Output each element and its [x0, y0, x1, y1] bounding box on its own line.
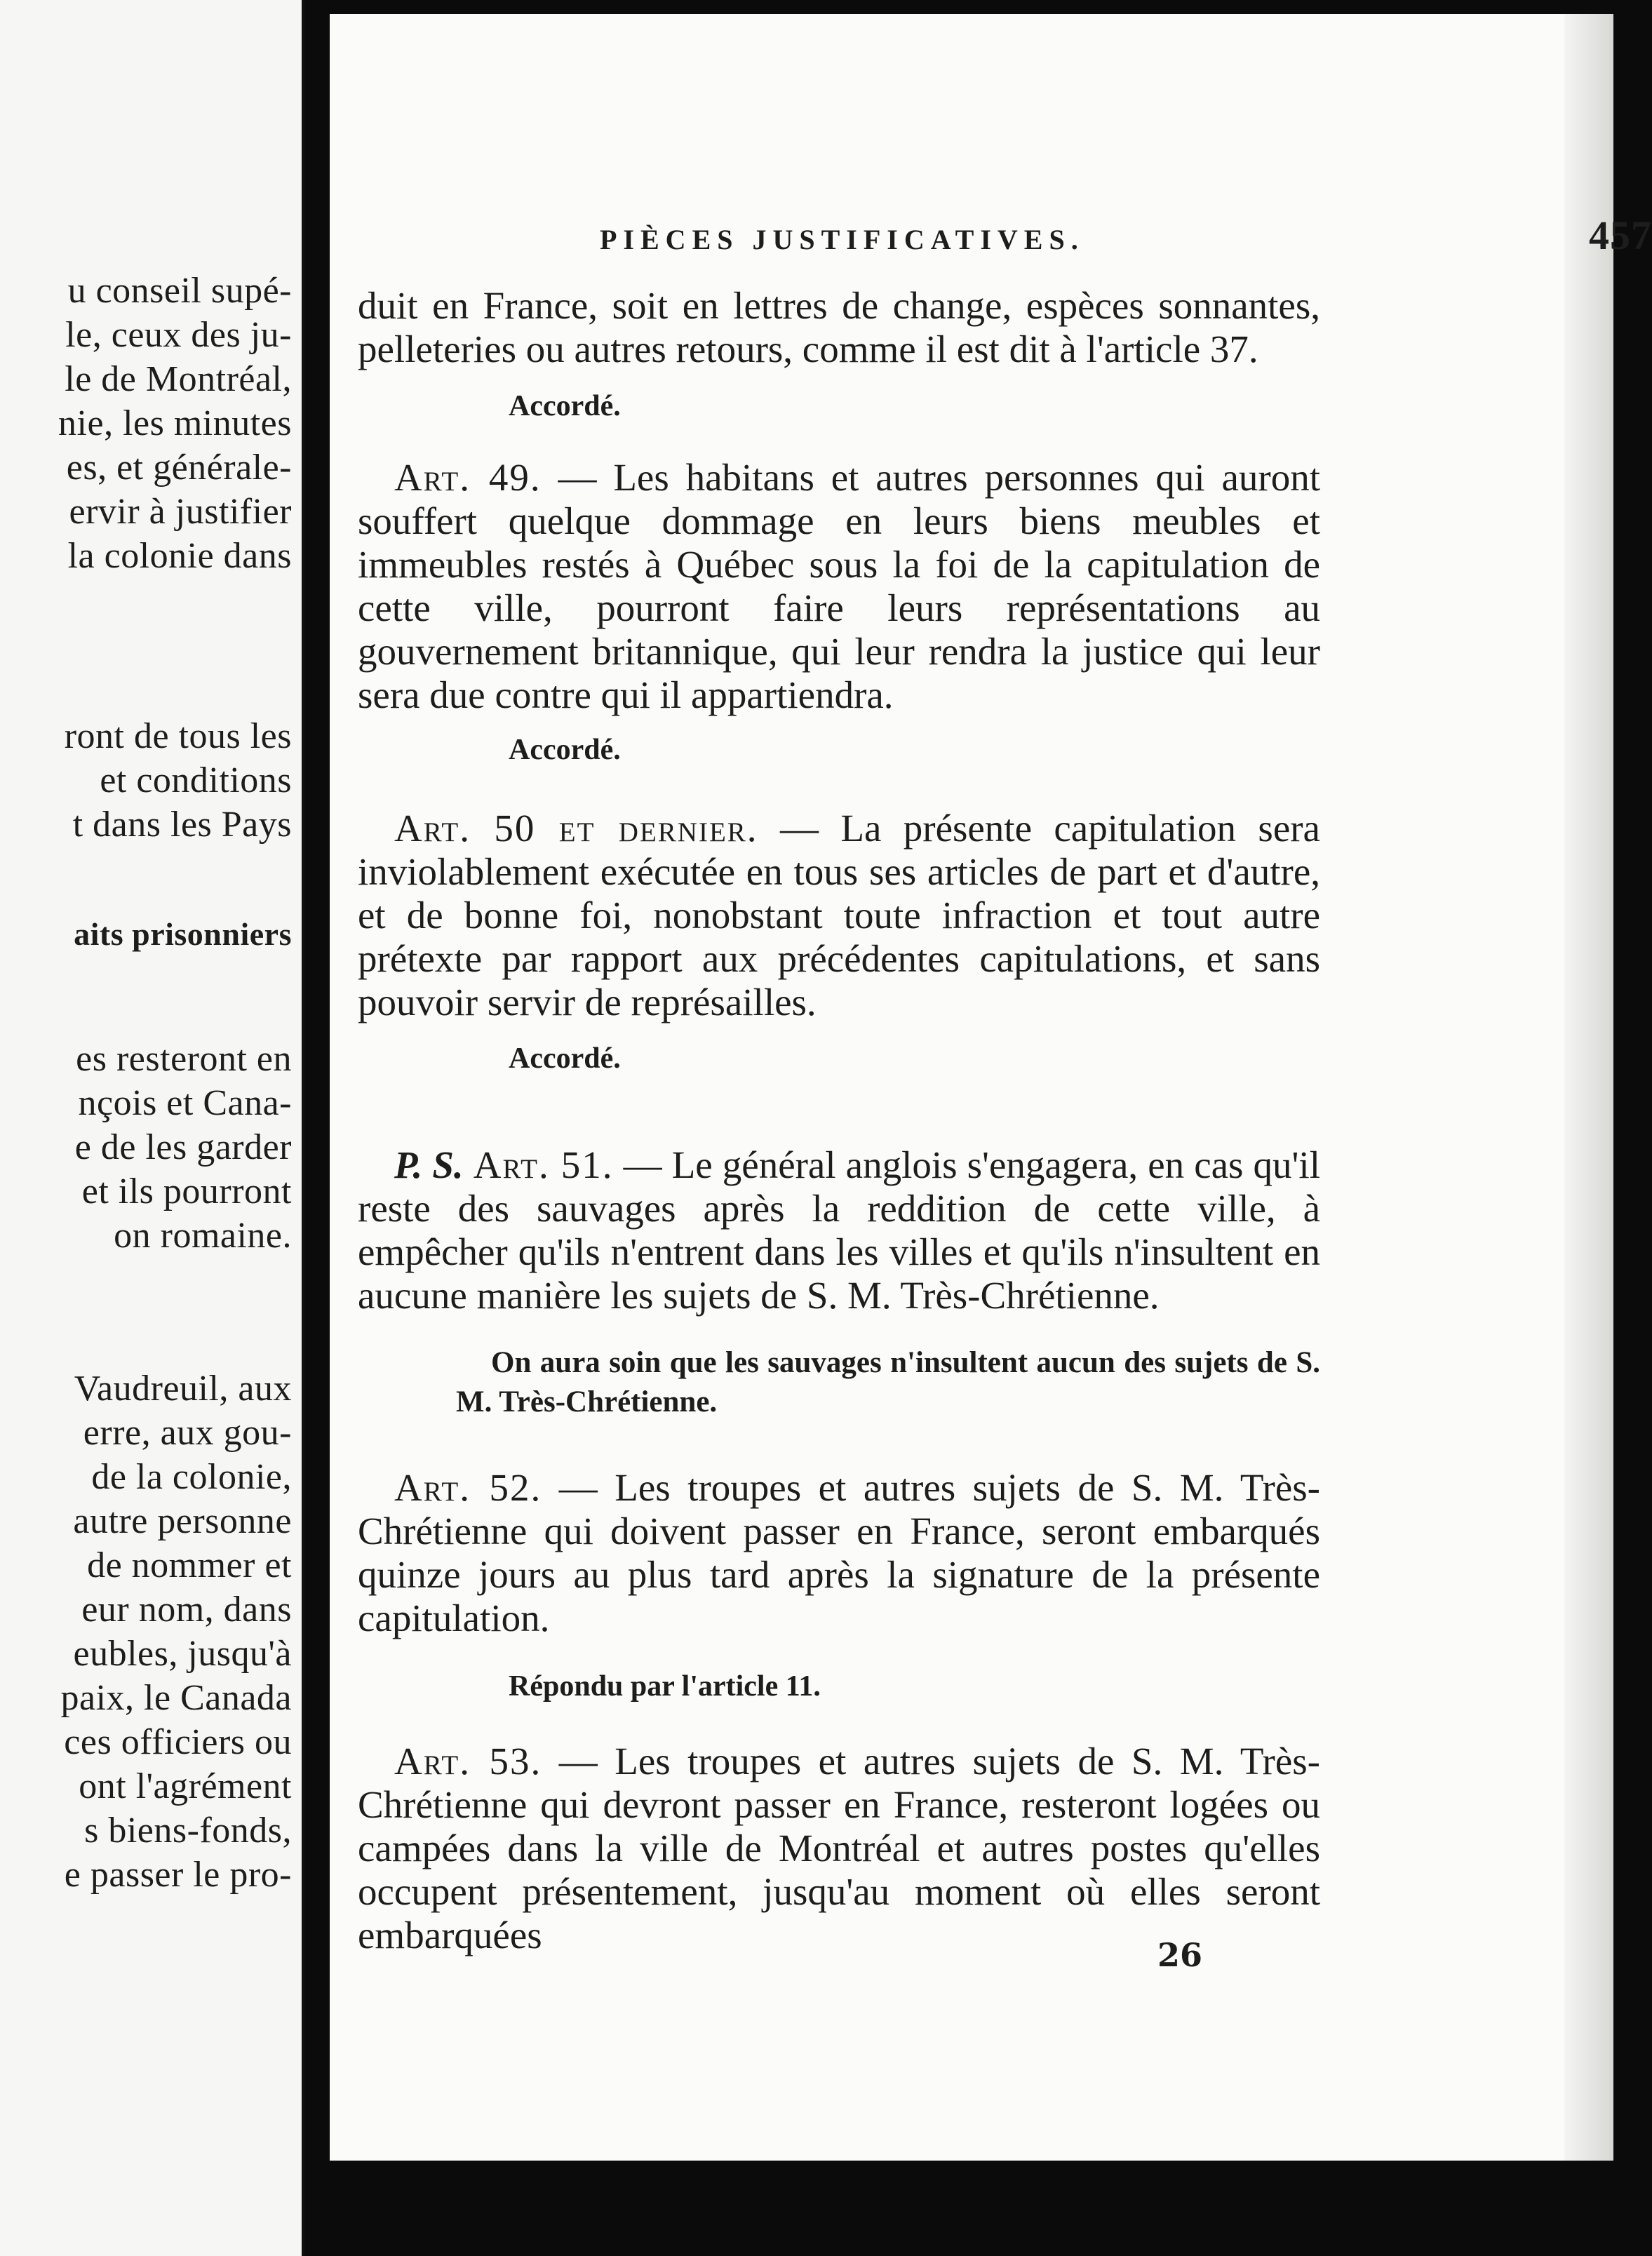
left-line: ont l'agrément: [79, 1766, 292, 1806]
response-50: Accordé.: [509, 1042, 621, 1075]
left-line: on romaine.: [114, 1216, 292, 1256]
left-line: es, et générale-: [66, 448, 292, 488]
left-line: autre personne: [73, 1501, 292, 1541]
left-line: e de les garder: [74, 1127, 292, 1167]
left-line: nçois et Cana-: [78, 1083, 292, 1123]
left-line: e passer le pro-: [64, 1855, 292, 1895]
right-page: [330, 14, 1652, 2161]
left-page-fragment: [0, 0, 304, 2256]
left-line: u conseil supé-: [67, 271, 292, 311]
left-line: Vaudreuil, aux: [74, 1369, 292, 1409]
left-line: la colonie dans: [67, 536, 292, 576]
left-line: de la colonie,: [91, 1457, 292, 1497]
article-text: — La présente capitulation sera inviolablement exécutée en tous ses articles de part et d'autre, et de bonne foi, nonobstant toute infraction et tout autre prétexte par rapport aux précédentes capitulations, et sans pouvoir servir de représailles.: [358, 807, 1320, 1023]
article-text: — Le général anglois s'engagera, en cas qu'il reste des sauvages après la reddition de cette ville, à empêcher qu'ils n'entrent dans les villes et qu'ils n'insultent en aucune manière les sujets de S. M. Très-Chrétienne.: [358, 1143, 1320, 1317]
article-49: [358, 456, 1320, 717]
left-line: aits prisonniers: [74, 916, 292, 952]
article-label: Art. 50 et dernier.: [394, 807, 758, 850]
left-line: et ils pourront: [81, 1171, 292, 1211]
left-line: et conditions: [100, 760, 292, 800]
article-53: [358, 1740, 1320, 1957]
postscript-prefix: P. S.: [394, 1143, 464, 1186]
response-48: Accordé.: [509, 390, 621, 422]
page-number: 457: [1589, 213, 1652, 258]
response-49: Accordé.: [509, 734, 621, 766]
left-line: s biens-fonds,: [84, 1811, 292, 1851]
left-line: ront de tous les: [64, 716, 292, 756]
response-52: Répondu par l'article 11.: [509, 1670, 821, 1703]
paragraph-48-continuation: duit en France, soit en lettres de change, espèces sonnantes, pelleteries ou autres retours, comme il est dit à l'article 37.: [358, 284, 1320, 370]
article-50: [358, 807, 1320, 1024]
left-line: t dans les Pays: [72, 805, 292, 845]
page-edge-shadow: [1564, 14, 1613, 2161]
left-line: es resteront en: [76, 1039, 292, 1079]
running-header: [600, 213, 1652, 258]
response-51: On aura soin que les sauvages n'insultent aucun des sujets de S. M. Très-Chrétienne.: [456, 1346, 1320, 1418]
left-line: nie, les minutes: [58, 403, 292, 443]
left-line: le de Montréal,: [65, 359, 292, 399]
article-text: — Les habitans et autres personnes qui auront souffert quelque dommage en leurs biens meubles et immeubles restés à Québec sous la foi de la capitulation de cette ville, pourront faire leurs représentations au gouvernement britannique, qui leur rendra la justice qui leur sera due contre qui il appartiendra.: [358, 456, 1321, 716]
article-label: Art. 51.: [473, 1143, 614, 1186]
article-label: Art. 49.: [394, 456, 542, 499]
article-52: [358, 1466, 1320, 1640]
article-label: Art. 53.: [394, 1740, 542, 1782]
left-line: ces officiers ou: [64, 1722, 292, 1762]
running-title: PIÈCES JUSTIFICATIVES.: [600, 224, 1084, 255]
article-text: — Les troupes et autres sujets de S. M. Très-Chrétienne qui doivent passer en France, seront embarqués quinze jours au plus tard après la signature de la présente capitulation.: [358, 1466, 1321, 1639]
signature-mark: 26: [1157, 1936, 1203, 1974]
article-text: — Les troupes et autres sujets de S. M. Très-Chrétienne qui devront passer en France, resteront logées ou campées dans la ville de Montréal et autres postes qu'elles occupent présentement, jusqu'au moment où elles seront embarquées: [358, 1740, 1321, 1956]
left-line: eubles, jusqu'à: [73, 1634, 292, 1674]
article-51: [358, 1143, 1320, 1317]
left-line: de nommer et: [87, 1545, 292, 1585]
left-line: eur nom, dans: [81, 1590, 292, 1630]
left-line: paix, le Canada: [60, 1678, 292, 1718]
left-line: ervir à justifier: [69, 492, 292, 532]
left-line: erre, aux gou-: [83, 1413, 292, 1453]
left-line: le, ceux des ju-: [65, 315, 292, 355]
article-label: Art. 52.: [394, 1466, 542, 1509]
